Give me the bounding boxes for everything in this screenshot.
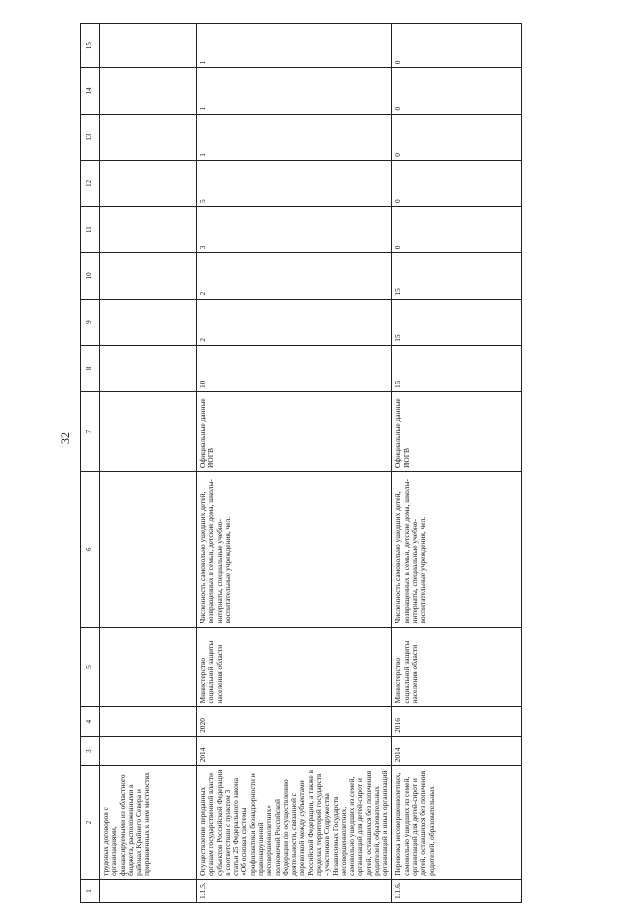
page-number: 32 <box>58 432 72 444</box>
start-year: 2014 <box>392 736 522 765</box>
value-cell <box>100 68 197 114</box>
value-cell <box>100 253 197 299</box>
value-cell <box>100 114 197 160</box>
value-cell: 0 <box>392 68 522 114</box>
value-cell <box>100 160 197 206</box>
table-row <box>197 24 392 903</box>
row-number: 1.1.5. <box>197 879 392 902</box>
row-number <box>100 879 197 902</box>
col-header: 15 <box>81 24 100 68</box>
value-cell: 1 <box>197 114 392 160</box>
executor <box>100 627 197 707</box>
value-cell: 15 <box>392 253 522 299</box>
header-row <box>81 24 100 903</box>
measure-name: Осуществление переданных органам государственной власти субъектов Российской Федерации в соответствии с пунктом 3 статьи 25 Федерального закона «Об основах системы профилактики безнадзорности и правонарушений несовершеннолетних» полномочий Российской Федерации по осуществлению деятельности, связанной с перевозкой между субъектами Российской Федерации, а также в пределах территорий государств - участников Содружества Независимых Государств несовершеннолетних, самовольно ушедших из семей, организаций для детей-сирот и детей, оставшихся без попечения родителей, образовательных организаций и иных организаций <box>197 766 392 880</box>
data-source <box>100 392 197 472</box>
col-header: 13 <box>81 114 100 160</box>
col-header: 6 <box>81 471 100 627</box>
col-header: 8 <box>81 345 100 391</box>
col-header: 4 <box>81 707 100 736</box>
col-header: 3 <box>81 736 100 765</box>
col-header: 9 <box>81 299 100 345</box>
value-cell: 1 <box>197 68 392 114</box>
value-cell <box>100 299 197 345</box>
table-row <box>392 24 522 903</box>
data-source: Официальные данные ИОГВ <box>392 392 522 472</box>
row-number: 1.1.6. <box>392 879 522 902</box>
executor: Министерство социальной защиты населения области <box>392 627 522 707</box>
end-year <box>100 707 197 736</box>
value-cell: 10 <box>197 345 392 391</box>
start-year: 2014 <box>197 736 392 765</box>
value-cell: 3 <box>197 207 392 253</box>
value-cell <box>100 207 197 253</box>
value-cell <box>100 24 197 68</box>
rotated-table-sheet <box>80 23 586 903</box>
end-year: 2020 <box>197 707 392 736</box>
col-header: 14 <box>81 68 100 114</box>
col-header: 11 <box>81 207 100 253</box>
value-cell: 0 <box>392 160 522 206</box>
executor: Министерство социальной защиты населения области <box>197 627 392 707</box>
value-cell: 2 <box>197 253 392 299</box>
value-cell: 5 <box>197 160 392 206</box>
col-header: 2 <box>81 766 100 880</box>
data-source: Официальные данные ИОГВ <box>197 392 392 472</box>
indicator: Численность самовольно ушедших детей, возвращенных в семьи, детские дома, школы-интернаты, специальные учебно-воспитательные учреждения, чел. <box>392 471 522 627</box>
col-header: 1 <box>81 879 100 902</box>
indicator <box>100 471 197 627</box>
table-row <box>100 24 197 903</box>
value-cell: 0 <box>392 114 522 160</box>
col-header: 7 <box>81 392 100 472</box>
start-year <box>100 736 197 765</box>
col-header: 12 <box>81 160 100 206</box>
value-cell <box>100 345 197 391</box>
value-cell: 15 <box>392 345 522 391</box>
value-cell: 0 <box>392 207 522 253</box>
value-cell: 1 <box>197 24 392 68</box>
value-cell: 2 <box>197 299 392 345</box>
indicator: Численность самовольно ушедших детей, возвращенных в семьи, детские дома, школы-интернаты, специальные учебно-воспитательные учреждения, чел. <box>197 471 392 627</box>
program-table <box>80 23 522 903</box>
measure-name: трудовых договоров с организациями, финансируемыми из областного бюджета, расположенными в районах Крайнего Севера и приравненных к ним местностях <box>100 766 197 880</box>
col-header: 10 <box>81 253 100 299</box>
value-cell: 0 <box>392 24 522 68</box>
end-year: 2016 <box>392 707 522 736</box>
col-header: 5 <box>81 627 100 707</box>
measure-name: Перевозка несовершеннолетних, самовольно ушедших из семей, организаций для детей-сирот и детей, оставшихся без попечения родителей, образовательных <box>392 766 522 880</box>
value-cell: 15 <box>392 299 522 345</box>
